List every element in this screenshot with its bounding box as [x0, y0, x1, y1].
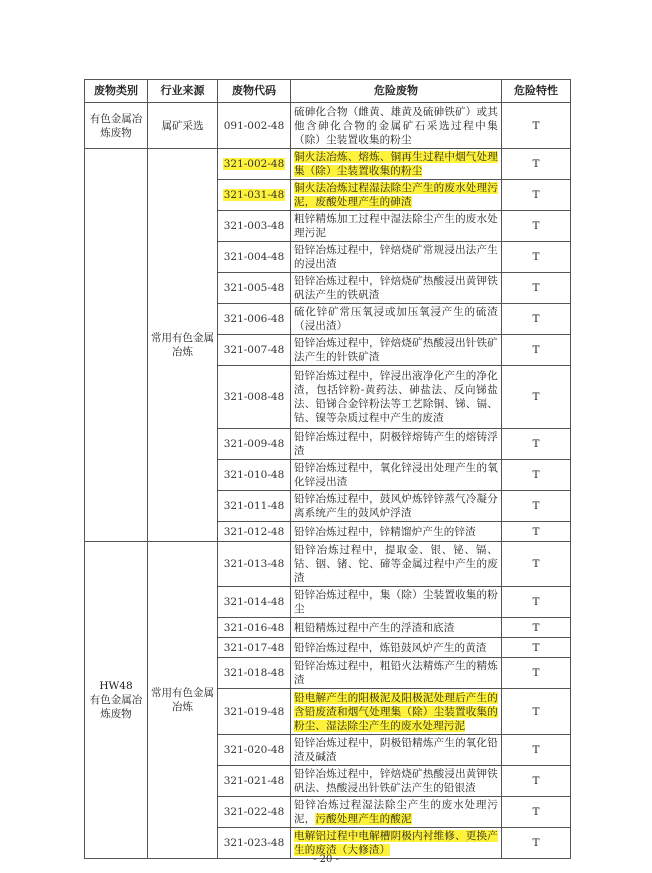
waste-cell: 铅锌冶炼过程中，锌焙烧矿常规浸出法产生的浸出渣 [291, 242, 502, 273]
table-row [85, 149, 571, 180]
header-source: 行业来源 [148, 80, 218, 103]
characteristic-cell: T [502, 522, 571, 542]
waste-text: 铅锌冶炼过程湿法除尘产生的废水处理污泥， [294, 799, 498, 825]
highlight: 电解铝过程中电解槽阴极内衬维修、更换产生的废渣（大修渣） [294, 830, 498, 856]
code-cell: 321-016-48 [218, 618, 291, 638]
waste-cell [291, 149, 502, 180]
highlight: 污酸处理产生的酸泥 [315, 813, 412, 825]
characteristic-cell: T [502, 542, 571, 587]
code-cell: 321-014-48 [218, 587, 291, 618]
characteristic-cell: T [502, 828, 571, 859]
code-cell: 321-022-48 [218, 797, 291, 828]
characteristic-cell: T [502, 304, 571, 335]
code-cell: 321-020-48 [218, 735, 291, 766]
waste-cell: 铅锌冶炼过程中，锌精馏炉产生的锌渣 [291, 522, 502, 542]
code-cell: 321-021-48 [218, 766, 291, 797]
code-cell: 091-002-48 [218, 103, 291, 149]
characteristic-cell: T [502, 335, 571, 366]
characteristic-cell: T [502, 766, 571, 797]
characteristic-cell: T [502, 366, 571, 429]
characteristic-cell: T [502, 491, 571, 522]
waste-cell: 硫砷化合物（雌黄、雄黄及硫砷铁矿）或其他含砷化合物的金属矿石采选过程中集（除）尘装置收集的粉尘 [291, 103, 502, 149]
characteristic-cell: T [502, 149, 571, 180]
waste-cell: 铅锌冶炼过程中，鼓风炉炼锌锌蒸气冷凝分离系统产生的鼓风炉浮渣 [291, 491, 502, 522]
characteristic-cell: T [502, 273, 571, 304]
source-cell: 常用有色金属冶炼 [148, 149, 218, 542]
characteristic-cell: T [502, 658, 571, 689]
category-code: HW48 [99, 680, 133, 692]
characteristic-cell: T [502, 797, 571, 828]
source-cell: 常用有色金属冶炼 [148, 542, 218, 859]
waste-cell: 铅锌冶炼过程中，锌焙烧矿热酸浸出黄钾铁矾法产生的铁矾渣 [291, 273, 502, 304]
header-characteristic: 危险特性 [502, 80, 571, 103]
waste-cell [291, 180, 502, 211]
code-cell: 321-008-48 [218, 366, 291, 429]
characteristic-cell: T [502, 242, 571, 273]
table-row [85, 542, 571, 587]
code-cell: 321-023-48 [218, 828, 291, 859]
waste-cell: 铅锌冶炼过程中，锌焙烧矿热酸浸出针铁矿法产生的针铁矿渣 [291, 335, 502, 366]
code-cell: 321-003-48 [218, 211, 291, 242]
category-cell-empty [85, 149, 148, 542]
characteristic-cell: T [502, 638, 571, 658]
characteristic-cell: T [502, 180, 571, 211]
hazardous-waste-table [84, 79, 571, 859]
waste-cell: 铅锌冶炼过程中，阴极铅精炼产生的氧化铅渣及碱渣 [291, 735, 502, 766]
characteristic-cell: T [502, 587, 571, 618]
table-header-row [85, 80, 571, 103]
characteristic-cell: T [502, 689, 571, 735]
highlight: 铅电解产生的阳极泥及阳极泥处理后产生的含铅废渣和烟气处理集（除）尘装置收集的粉尘、湿法除尘产生的废水处理污泥 [294, 691, 498, 732]
waste-cell [291, 689, 502, 735]
characteristic-cell: T [502, 460, 571, 491]
category-name: 有色金属冶炼废物 [89, 694, 143, 720]
waste-cell: 粗铅精炼过程中产生的浮渣和底渣 [291, 618, 502, 638]
code-cell: 321-007-48 [218, 335, 291, 366]
characteristic-cell: T [502, 735, 571, 766]
table-row [85, 103, 571, 149]
highlight: 321-002-48 [223, 158, 285, 170]
highlight: 铜火法冶炼、熔炼、铜再生过程中烟气处理集（除）尘装置收集的粉尘 [294, 151, 498, 177]
code-cell: 321-006-48 [218, 304, 291, 335]
code-cell: 321-004-48 [218, 242, 291, 273]
code-cell: 321-011-48 [218, 491, 291, 522]
characteristic-cell: T [502, 103, 571, 149]
characteristic-cell: T [502, 211, 571, 242]
code-cell [218, 180, 291, 211]
code-cell: 321-017-48 [218, 638, 291, 658]
waste-cell: 硫化锌矿常压氧浸或加压氧浸产生的硫渣（浸出渣） [291, 304, 502, 335]
waste-cell: 铅锌冶炼过程中，阴极锌熔铸产生的熔铸浮渣 [291, 429, 502, 460]
header-category: 废物类别 [85, 80, 148, 103]
code-cell: 321-009-48 [218, 429, 291, 460]
waste-cell: 铅锌冶炼过程中，粗铅火法精炼产生的精炼渣 [291, 658, 502, 689]
code-cell: 321-013-48 [218, 542, 291, 587]
code-cell [218, 149, 291, 180]
category-cell: 有色金属冶炼废物 [85, 103, 148, 149]
source-cell: 属矿采选 [148, 103, 218, 149]
waste-cell: 铅锌冶炼过程中，锌焙烧矿热酸浸出黄钾铁矾法、热酸浸出针铁矿法产生的铅银渣 [291, 766, 502, 797]
waste-cell: 铅锌冶炼过程中，炼铅鼓风炉产生的黄渣 [291, 638, 502, 658]
page-number: - 20 - [313, 854, 339, 865]
waste-cell: 粗锌精炼加工过程中湿法除尘产生的废水处理污泥 [291, 211, 502, 242]
code-cell: 321-005-48 [218, 273, 291, 304]
header-code: 废物代码 [218, 80, 291, 103]
code-cell: 321-019-48 [218, 689, 291, 735]
highlight: 铜火法冶炼过程湿法除尘产生的废水处理污泥，废酸处理产生的砷渣 [294, 182, 498, 208]
code-cell: 321-010-48 [218, 460, 291, 491]
waste-cell: 铅锌冶炼过程中，集（除）尘装置收集的粉尘 [291, 587, 502, 618]
code-cell: 321-018-48 [218, 658, 291, 689]
header-waste: 危险废物 [291, 80, 502, 103]
waste-cell: 铅锌冶炼过程中，氧化锌浸出处理产生的氧化锌浸出渣 [291, 460, 502, 491]
waste-cell: 铅锌冶炼过程中，锌浸出液净化产生的净化渣，包括锌粉-黄药法、砷盐法、反向锑盐法、铅锑合金锌粉法等工艺除铜、锑、镉、钴、镍等杂质过程中产生的废渣 [291, 366, 502, 429]
characteristic-cell: T [502, 618, 571, 638]
waste-cell: 铅锌冶炼过程中，提取金、银、铋、镉、钴、铟、锗、铊、碲等金属过程中产生的废渣 [291, 542, 502, 587]
highlight: 321-031-48 [223, 189, 285, 201]
code-cell: 321-012-48 [218, 522, 291, 542]
waste-cell [291, 797, 502, 828]
category-cell [85, 542, 148, 859]
characteristic-cell: T [502, 429, 571, 460]
